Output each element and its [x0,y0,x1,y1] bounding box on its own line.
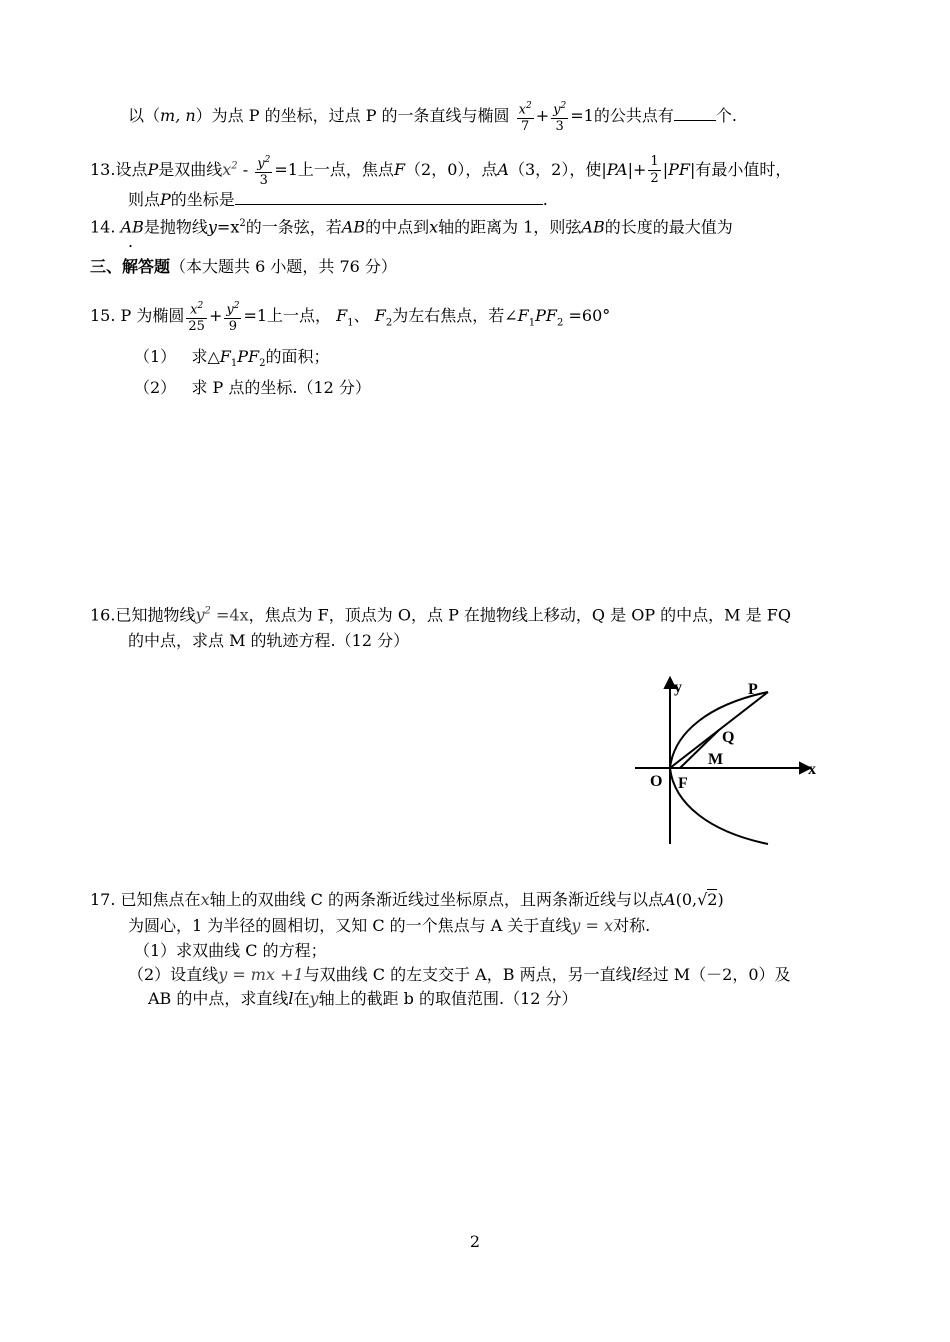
question-16-line2: 的中点，求点 M 的轨迹方程.（12 分） [128,631,410,650]
answer-blank [674,120,716,121]
hyperbola-fraction: $\frac{y^2}{3}$ [255,152,272,189]
question-17-part1: （1）求双曲线 C 的方程； [134,941,327,960]
o-label: O [650,773,663,790]
question-14-dot: . [128,232,134,251]
question-17-part2-line2: AB 的中点，求直线l在y轴上的截距 b 的取值范围.（12 分） [148,989,578,1008]
question-15-part2: （2） 求 P 点的坐标.（12 分） [134,378,371,397]
question-15-part1: （1） 求$\triangle F_1PF_2$的面积； [134,347,330,370]
ellipse-fraction-y: $\frac{y^2}{9}$ [224,298,241,335]
section-heading: 三、解答题（本大题共 6 小题，共 76 分） [90,257,397,276]
ellipse-fraction-y: $\frac{y^2}{3}$ [551,98,568,135]
question-16: 16.已知抛物线$y^2 =4x$，焦点为 F，顶点为 O，点 P 在抛物线上移动，Q 是 OP 的中点，M 是 FQ [90,605,791,625]
question-17-line2: 为圆心，1 为半径的圆相切，又知 C 的一个焦点与 A 关于直线y = x对称. [128,916,651,935]
intro-line: 以（m, n）为点 P 的坐标，过点 P 的一条直线与椭圆 $\frac{x^2}{7}$ + $\frac{y^2}{3}$ =1的公共点有 个. [128,98,737,135]
page-number: 2 [469,1232,481,1251]
p-label: P [748,681,758,698]
question-15: 15. P 为椭圆 $\frac{x^2}{25}$ + $\frac{y^2}{9}$ =1上一点， $F_1$、 $F_2$为左右焦点，若$\angle F_1PF_2 =60^\circ$ [90,298,610,335]
question-14: 14. AB是抛物线$y=x^2$的一条弦，若AB的中点到x轴的距离为 1，则弦AB的长度的最大值为 [90,217,733,237]
question-13: 13.设点P是双曲线$x^2$ - $\frac{y^2}{3}$ =1上一点，焦点F（2，0），点A（3，2），使|PA|+ $\frac{1}{2}$ |PF|有最小值时， [90,152,791,189]
question-13-line2: 则点P的坐标是 . [128,190,548,209]
ellipse-fraction-x: $\frac{x^2}{25}$ [186,298,207,335]
ellipse-fraction-x: $\frac{x^2}{7}$ [517,98,534,135]
parabola-figure [630,672,830,852]
question-17: 17. 已知焦点在x轴上的双曲线 C 的两条渐近线过坐标原点，且两条渐近线与以点A(0,√2) [90,890,724,909]
half-fraction: $\frac{1}{2}$ [650,154,659,187]
f-label: F [678,775,688,792]
answer-blank [235,204,543,205]
q-label: Q [722,729,735,746]
x-label: x [808,761,816,778]
y-label: y [674,679,682,696]
question-17-part2: （2）设直线y = mx +1与双曲线 C 的左支交于 A，B 两点，另一直线l经过 M（－2，0）及 [128,965,791,984]
m-label: M [708,751,724,768]
sqrt-symbol: √ [697,890,708,909]
